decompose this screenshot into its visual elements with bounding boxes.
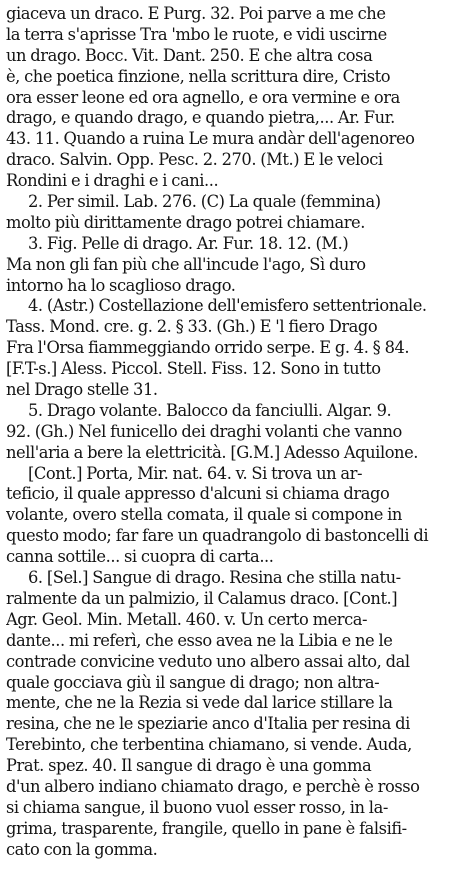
text-line: grima, trasparente, frangile, quello in pane è falsifi- — [6, 818, 407, 838]
text-line: Rondini e i draghi e i cani... — [6, 171, 219, 191]
text-line: dante... mi referì, che esso avea ne la Libia e ne le — [6, 630, 393, 650]
text-line: è, che poetica finzione, nella scrittura dire, Cristo — [6, 66, 391, 86]
text-line: Agr. Geol. Min. Metall. 460. v. Un certo merca- — [6, 609, 368, 629]
text-line: draco. Salvin. Opp. Pesc. 2. 270. (Mt.) E le veloci — [6, 150, 383, 170]
text-line: volante, overo stella comata, il quale si compone in — [6, 505, 402, 525]
text-line: [Cont.] Porta, Mir. nat. 64. v. Si trova un ar- — [28, 463, 363, 483]
text-line: quale gocciava giù il sangue di drago; non altra- — [6, 672, 380, 692]
text-line: drago, e quando drago, e quando pietra,... Ar. Fur. — [6, 108, 395, 128]
text-line: resina, che ne le speziarie anco d'Italia per resina di — [6, 714, 410, 734]
text-line: Prat. spez. 40. Il sangue di drago è una gomma — [6, 756, 372, 776]
text-line: Tass. Mond. cre. g. 2. § 33. (Gh.) E 'l fiero Drago — [6, 317, 378, 337]
text-line: questo modo; far fare un quadrangolo di bastoncelli di — [6, 526, 429, 546]
text-line: un drago. Bocc. Vit. Dant. 250. E che altra cosa — [6, 45, 373, 65]
text-line: nell'aria a bere la elettricità. [G.M.] Adesso Aquilone. — [6, 442, 418, 462]
text-line: ralmente da un palmizio, il Calamus draco. [Cont.] — [6, 588, 398, 608]
text-line: molto più dirittamente drago potrei chiamare. — [6, 212, 365, 232]
text-line: 92. (Gh.) Nel funicello dei draghi volanti che vanno — [6, 421, 402, 441]
text-line: cato con la gomma. — [6, 839, 158, 859]
sense-2-line: 2. Per simil. Lab. 276. (C) La quale (femmina) — [28, 192, 381, 212]
text-line: 43. 11. Quando a ruina Le mura andàr dell'agenoreo — [6, 129, 415, 149]
text-line: teficio, il quale appresso d'alcuni si chiama drago — [6, 484, 390, 504]
text-line: si chiama sangue, il buono vuol esser rosso, in la- — [6, 797, 388, 817]
text-line: Fra l'Orsa fiammeggiando orrido serpe. E g. 4. § 84. — [6, 338, 410, 358]
text-line: nel Drago stelle 31. — [6, 380, 158, 400]
text-line: giaceva un draco. E Purg. 32. Poi parve a me che — [6, 4, 386, 23]
text-line: Terebinto, che terbentina chiamano, si vende. Auda, — [6, 735, 412, 755]
text-line: intorno ha lo scaglioso drago. — [6, 275, 236, 295]
text-line: contrade convicine veduto uno albero assai alto, dal — [6, 651, 410, 671]
sense-4-line: 4. (Astr.) Costellazione dell'emisfero settentrionale. — [28, 296, 427, 316]
text-line: ora esser leone ed ora agnello, e ora vermine e ora — [6, 87, 400, 107]
text-line: [F.T-s.] Aless. Piccol. Stell. Fiss. 12. Sono in tutto — [6, 359, 381, 379]
sense-3-line: 3. Fig. Pelle di drago. Ar. Fur. 18. 12. (M.) — [28, 233, 349, 253]
text-line: Ma non gli fan più che all'incude l'ago, Sì duro — [6, 254, 366, 274]
text-line: mente, che ne la Rezia si vede dal larice stillare la — [6, 693, 393, 713]
text-line: la terra s'aprisse Tra 'mbo le ruote, e vidi uscirne — [6, 24, 387, 44]
text-line: canna sottile... si cuopra di carta... — [6, 547, 274, 567]
sense-6-line: 6. [Sel.] Sangue di drago. Resina che stilla natu- — [28, 568, 401, 588]
text-line: d'un albero indiano chiamato drago, e perchè è rosso — [6, 776, 420, 796]
sense-5-line: 5. Drago volante. Balocco da fanciulli. Algar. 9. — [28, 400, 392, 420]
